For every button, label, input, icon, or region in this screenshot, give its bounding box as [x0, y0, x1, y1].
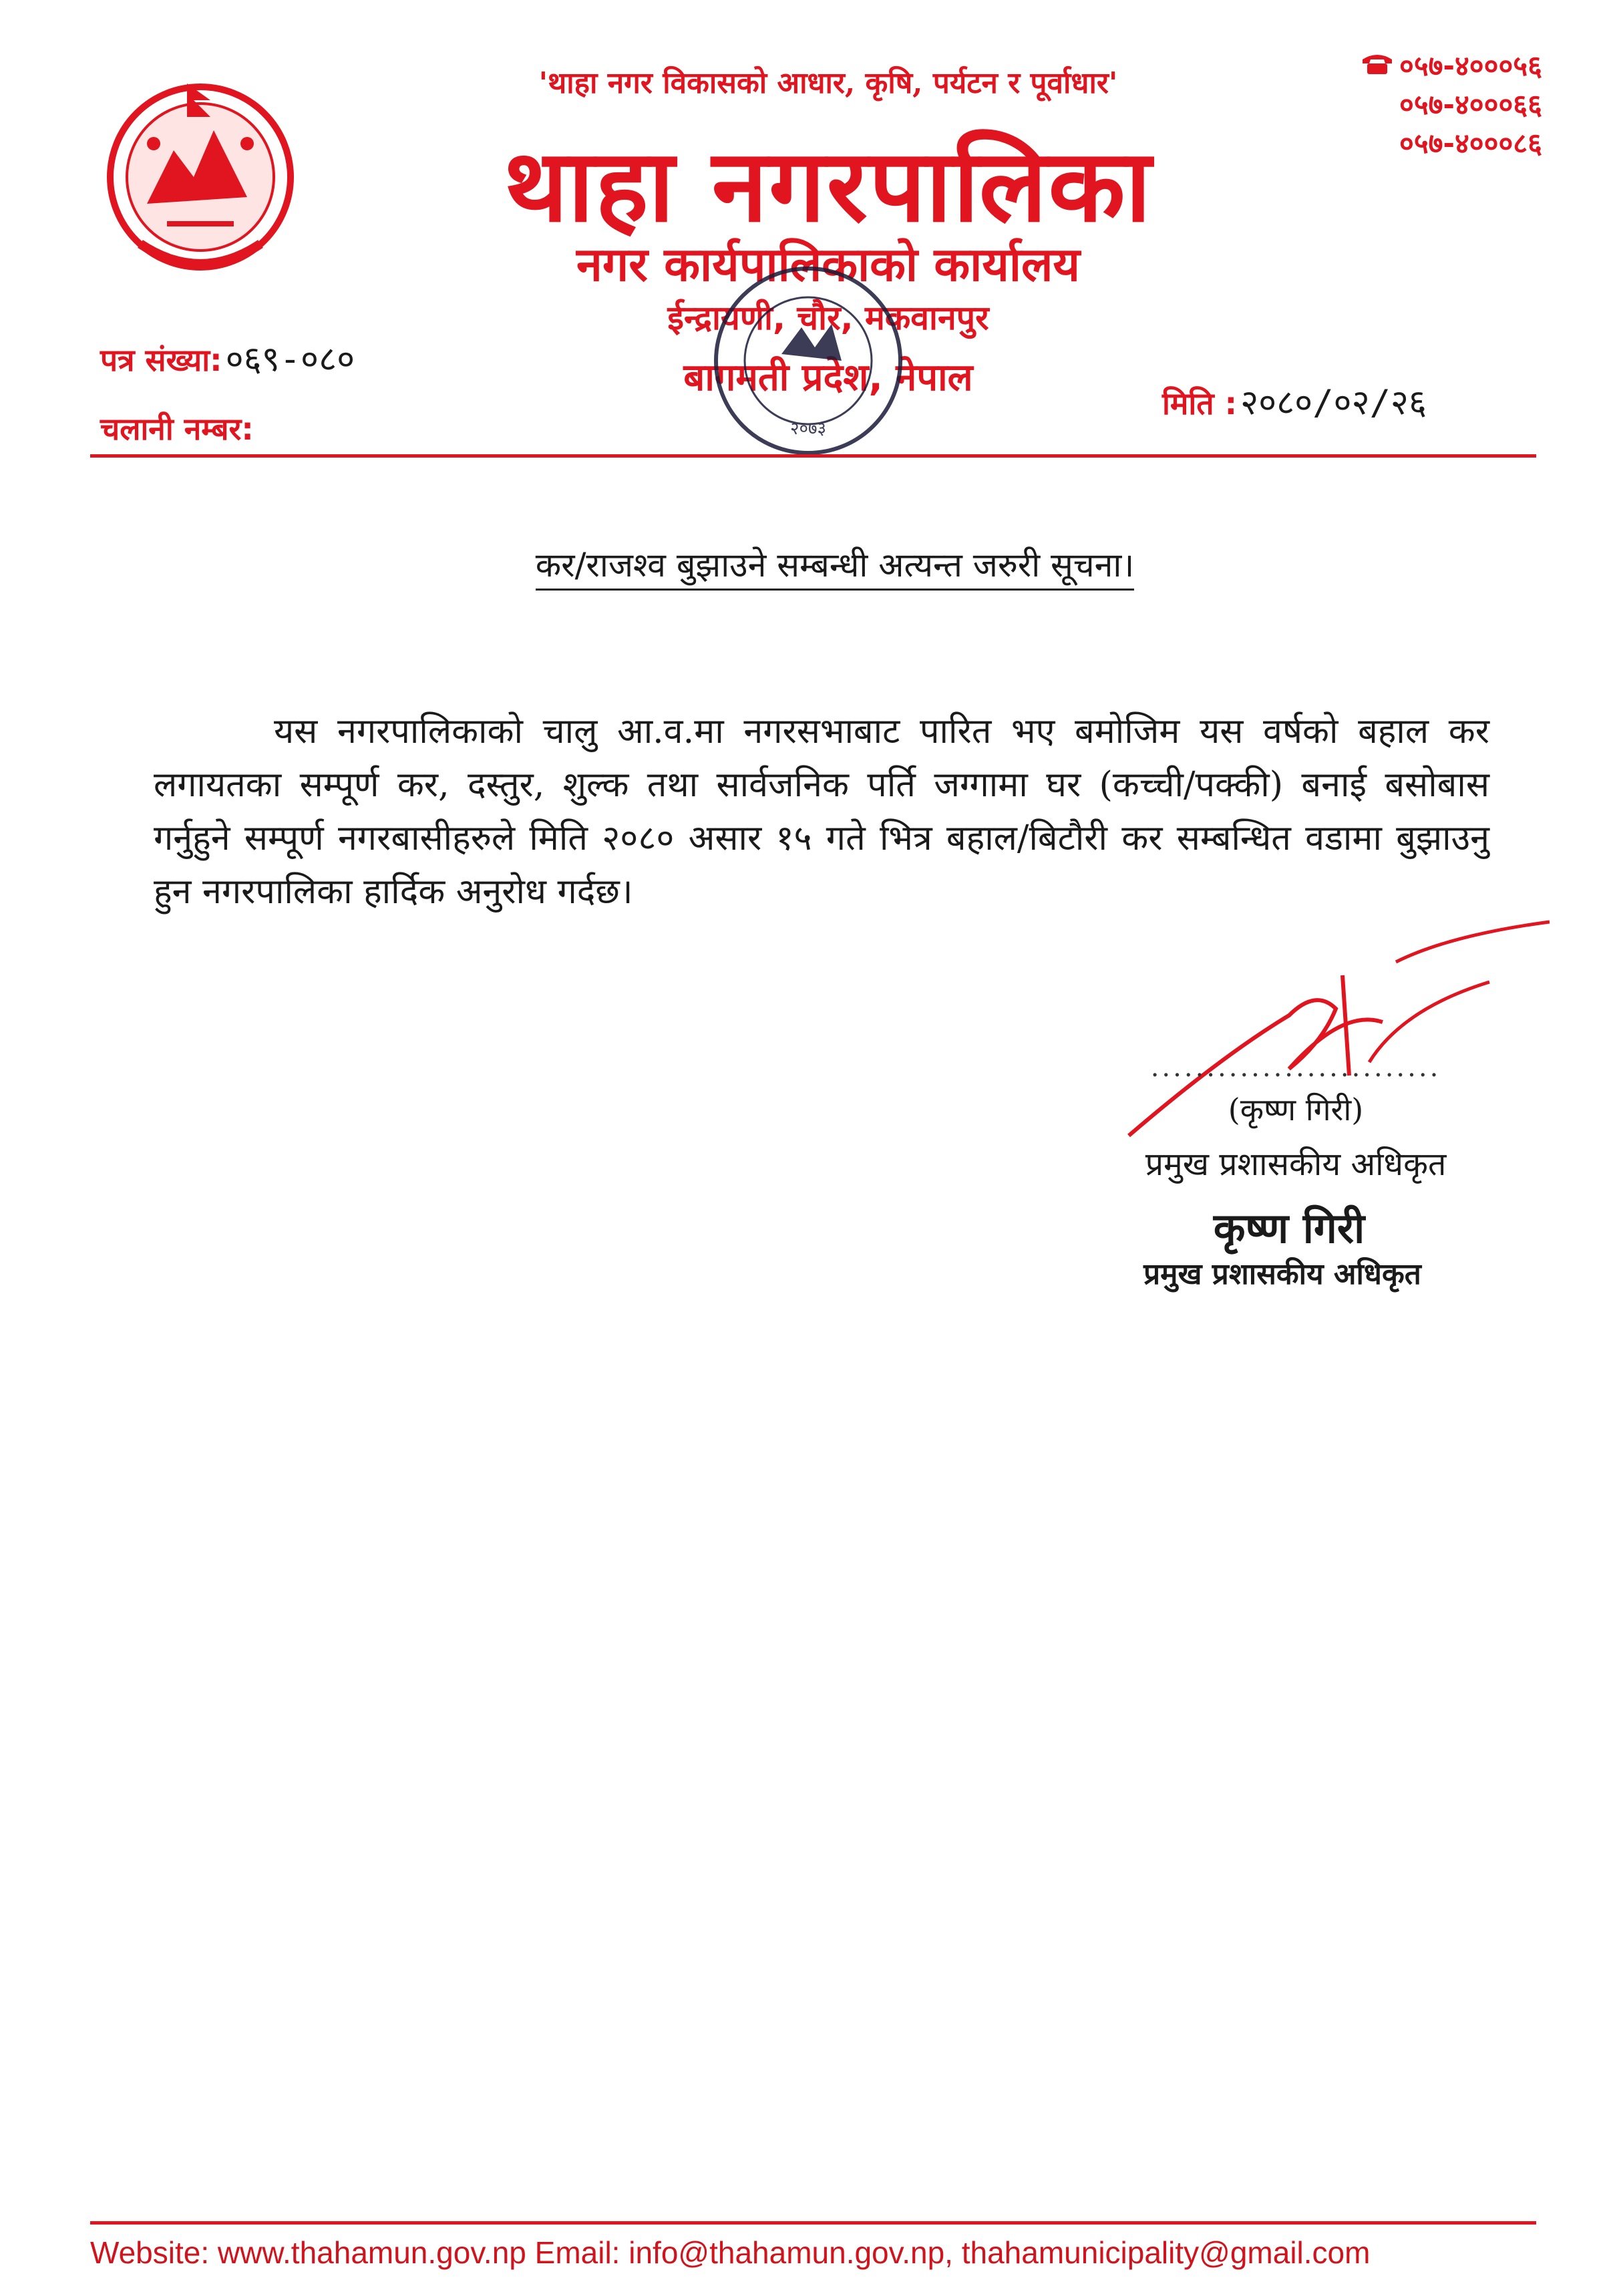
- phone-number: ०५७-४०००६६: [1399, 88, 1542, 121]
- date-value: २०८०/०२/२६: [1240, 383, 1427, 423]
- letter-number: [100, 334, 355, 381]
- date: [1162, 377, 1427, 425]
- footer-contact: Website: www.thahamun.gov.np Email: info@thahamun.gov.np, thahamunicipality@gmail.com: [90, 2235, 1371, 2270]
- office-subtitle: नगर कार्यपालिकाको कार्यालय: [576, 237, 1081, 292]
- name-stamp: कृष्ण गिरी: [1213, 1204, 1365, 1253]
- phone-row: [1361, 47, 1542, 86]
- date-label: मिति :: [1162, 385, 1237, 422]
- slogan: 'थाहा नगर विकासको आधार, कृषि, पर्यटन र पूर्वाधार': [538, 66, 1118, 100]
- phone-number: ०५७-४०००८६: [1399, 127, 1542, 160]
- title-stamp: प्रमुख प्रशासकीय अधिकृत: [1143, 1257, 1421, 1291]
- dispatch-number: [100, 407, 254, 449]
- signatory-name: (कृष्ण गिरी): [1228, 1092, 1364, 1128]
- signatory-title: प्रमुख प्रशासकीय अधिकृत: [1145, 1146, 1447, 1183]
- phone-list: [1361, 47, 1542, 163]
- address-line-2: बागमती प्रदेश, नेपाल: [683, 356, 973, 399]
- footer-divider: [90, 2221, 1536, 2225]
- phone-row: [1361, 124, 1542, 163]
- office-seal-stamp: [708, 261, 908, 461]
- signature-line: ..........................: [1150, 1052, 1441, 1083]
- government-emblem: [87, 70, 314, 291]
- signature-block: [1095, 1052, 1496, 1185]
- address-line-1: ईन्द्रायणी, चौर, मकवानपुर: [667, 299, 989, 337]
- notice-subject: [434, 541, 1236, 587]
- header-divider: [90, 454, 1536, 458]
- letter-number-value: ०६९-०८०: [225, 339, 355, 379]
- municipality-title: थाहा नगरपालिका: [504, 128, 1153, 244]
- dispatch-number-label: चलानी नम्बर:: [100, 411, 254, 447]
- notice-body: यस नगरपालिकाको चालु आ.व.मा नगरसभाबाट पारित भए बमोजिम यस वर्षको बहाल कर लगायतका सम्पूर्ण कर, दस्तुर, शुल्क तथा सार्वजनिक पर्ति जग्गामा घर (कच्ची/पक्की) बनाई बसोबास गर्नुहुने सम्पूर्ण नगरबासीहरुले मिति २०८० असार १५ गते भित्र बहाल/बिटौरी कर सम्बन्धित वडामा बुझाउनु हुन नगरपालिका हार्दिक अनुरोध गर्दछ।: [154, 711, 1489, 912]
- phone-row: [1361, 86, 1542, 124]
- letter-number-label: पत्र संख्या:: [100, 342, 222, 378]
- notice-subject-text: कर/राजश्व बुझाउने सम्बन्धी अत्यन्त जरुरी सूचना।: [536, 546, 1135, 591]
- telephone-icon: [1361, 47, 1394, 86]
- phone-number: ०५७-४०००५६: [1399, 49, 1542, 82]
- seal-year: २०७३: [789, 419, 827, 439]
